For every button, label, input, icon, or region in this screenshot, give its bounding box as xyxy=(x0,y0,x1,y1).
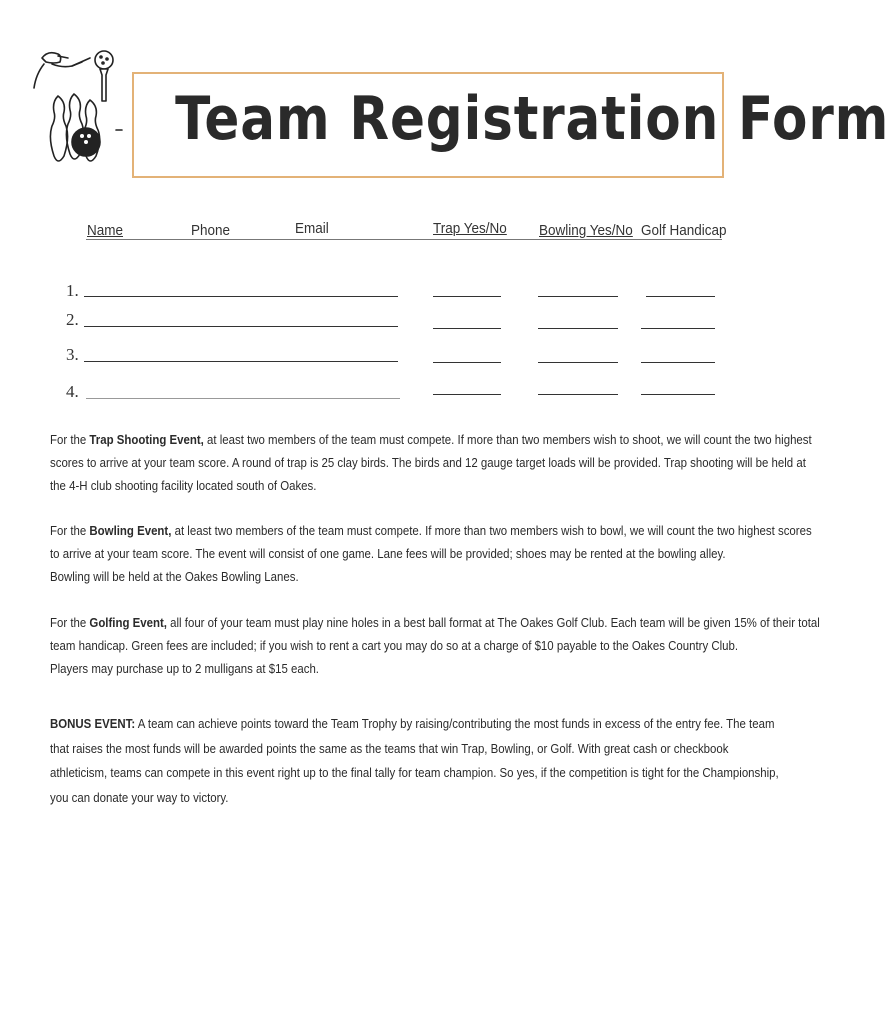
trap-shooting-paragraph: For the Trap Shooting Event, at least two members of the team must compete. If more than two members wish to shoot, we will count the two highest scores to arrive at your team score. A round of trap is 25 clay birds. The birds and 12 gauge target loads will be provided. Trap shooting will be held at the 4-H club shooting facility located south of Oakes. xyxy=(50,432,812,493)
name-column-header: Name xyxy=(87,222,124,239)
golf-handicap-column-header: Golf Handicap xyxy=(641,222,727,239)
golf-blank-2[interactable] xyxy=(641,328,715,329)
trap-blank-3[interactable] xyxy=(433,362,501,363)
page-title: Team Registration Form xyxy=(175,84,889,154)
header-rule xyxy=(86,239,722,240)
bowling-blank-1[interactable] xyxy=(538,296,618,297)
golf-blank-4[interactable] xyxy=(641,394,715,395)
golf-blank-1[interactable] xyxy=(646,296,715,297)
name-blank-1[interactable] xyxy=(84,296,398,297)
trap-column-header: Trap Yes/No xyxy=(433,220,507,237)
row-number-4: 4. xyxy=(66,382,79,401)
bonus-event-label: BONUS EVENT: xyxy=(50,716,136,731)
phone-column-header: Phone xyxy=(191,222,231,239)
trap-event-label: Trap Shooting Event, xyxy=(89,432,204,447)
name-blank-2[interactable] xyxy=(84,326,398,327)
bonus-event-paragraph: BONUS EVENT: A team can achieve points toward the Team Trophy by raising/contributing the most funds in excess of the entry fee. The team that raises the most funds will be awarded points the same as the teams that win Trap, Bowling, or Golf. With great cash or checkbook athleticism, teams can compete in this event right up to the final tally for team champion. So yes, if the competition is tight for the Championship, you can donate your way to victory. xyxy=(50,716,779,805)
trap-blank-1[interactable] xyxy=(433,296,501,297)
trap-blank-4[interactable] xyxy=(433,394,501,395)
name-blank-3[interactable] xyxy=(84,361,398,362)
email-column-header: Email xyxy=(295,220,329,237)
golfing-event-label: Golfing Event, xyxy=(89,615,167,630)
bowling-paragraph: For the Bowling Event, at least two members of the team must compete. If more than two members wish to bowl, we will count the two highest scores to arrive at your team score. The event will consist of one game. Lane fees will be provided; shoes may be rented at the bowling alley. Bowling will be held at the Oakes Bowling Lanes. xyxy=(50,523,812,584)
row-number-3: 3. xyxy=(66,345,79,364)
row-number-1: 1. xyxy=(66,281,79,300)
bowling-event-label: Bowling Event, xyxy=(89,523,172,538)
bowling-blank-3[interactable] xyxy=(538,362,618,363)
title-box xyxy=(132,72,889,178)
name-blank-4[interactable] xyxy=(86,398,400,399)
bowling-column-header: Bowling Yes/No xyxy=(539,222,633,239)
bowling-blank-2[interactable] xyxy=(538,328,618,329)
trap-blank-2[interactable] xyxy=(433,328,501,329)
golf-blank-3[interactable] xyxy=(641,362,715,363)
golfing-paragraph: For the Golfing Event, all four of your team must play nine holes in a best ball format at The Oakes Golf Club. Each team will be given 15% of their total team handicap. Green fees are included; if you wish to rent a cart you may do so at a charge of $10 payable to the Oakes Country Club. Players may purchase up to 2 mulligans at $15 each. xyxy=(50,615,820,676)
bowling-blank-4[interactable] xyxy=(538,394,618,395)
row-number-2: 2. xyxy=(66,310,79,329)
golfer-bowling-logo xyxy=(28,44,124,174)
